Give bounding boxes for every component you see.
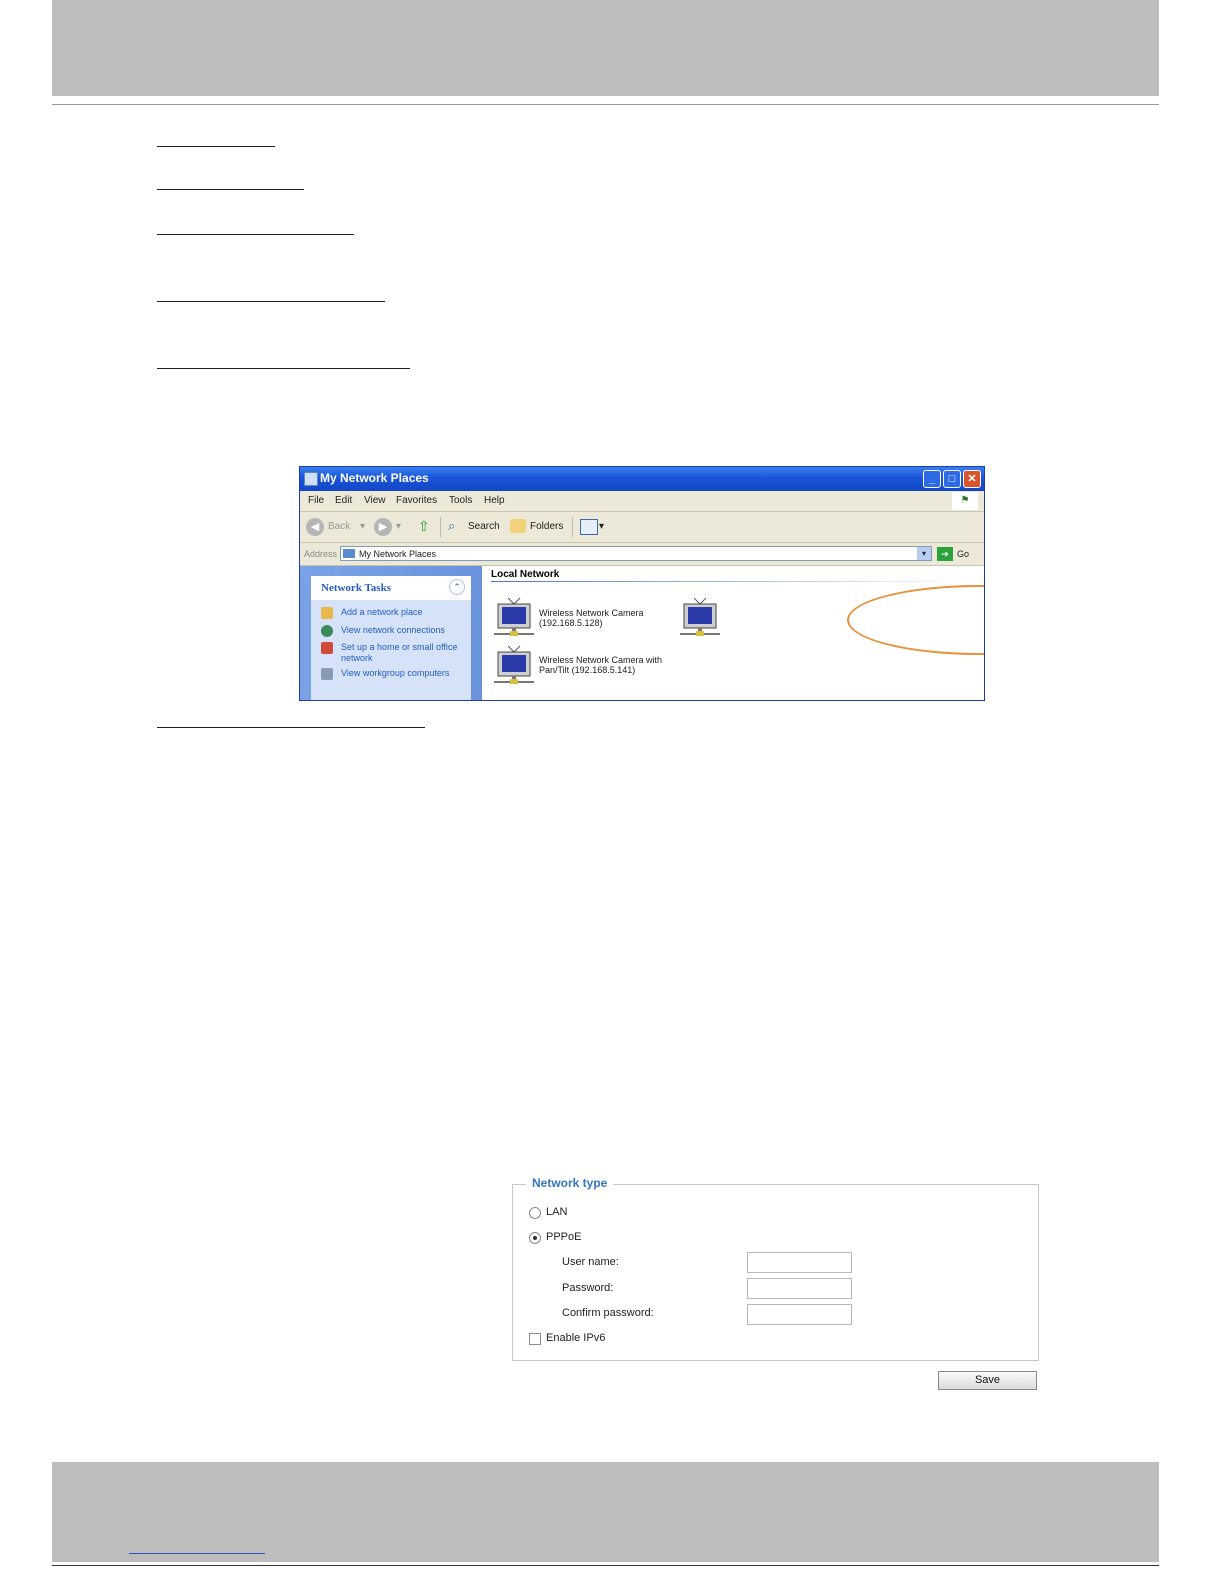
section-rule	[491, 581, 971, 582]
task-label: View workgroup computers	[341, 668, 450, 678]
menu-file[interactable]: File	[308, 495, 325, 506]
underline-2	[157, 189, 304, 190]
folders-button[interactable]: Folders	[530, 521, 564, 532]
lan-radio[interactable]	[529, 1207, 541, 1219]
search-icon[interactable]: ⌕	[448, 518, 456, 533]
menu-tools[interactable]: Tools	[449, 495, 473, 506]
collapse-icon[interactable]: ⌃	[449, 579, 465, 595]
user-name-label: User name:	[562, 1256, 619, 1268]
pppoe-label: PPPoE	[546, 1231, 582, 1243]
address-bar	[300, 543, 984, 566]
lan-label: LAN	[546, 1206, 568, 1218]
title-bar	[300, 467, 984, 491]
back-arrow-icon[interactable]: ◀	[306, 518, 324, 536]
network-tasks-header[interactable]	[311, 576, 471, 600]
minimize-button[interactable]: _	[923, 470, 941, 488]
header-rule	[52, 104, 1159, 105]
task-label: Add a network place	[341, 607, 423, 617]
enable-ipv6-checkbox[interactable]	[529, 1333, 541, 1345]
maximize-button[interactable]: □	[943, 470, 961, 488]
toolbar-separator	[572, 517, 573, 537]
back-button[interactable]: Back	[328, 521, 351, 532]
password-input[interactable]	[747, 1278, 852, 1299]
network-tasks-title: Network Tasks	[321, 582, 391, 594]
close-button[interactable]: ✕	[963, 470, 981, 488]
header-band	[52, 0, 1159, 96]
save-button[interactable]: Save	[938, 1371, 1037, 1390]
pppoe-radio[interactable]	[529, 1232, 541, 1244]
go-arrow-icon[interactable]: ➔	[937, 547, 953, 561]
explorer-window	[299, 466, 985, 701]
network-places-icon	[304, 472, 318, 486]
views-dropdown-icon[interactable]: ▾	[599, 521, 605, 532]
menu-view[interactable]: View	[364, 495, 386, 506]
network-camera-icon[interactable]	[494, 644, 534, 686]
underline-3	[157, 234, 354, 235]
local-network-heading: Local Network	[491, 569, 560, 580]
workgroup-icon	[321, 668, 333, 680]
folders-icon[interactable]	[510, 519, 526, 533]
search-button[interactable]: Search	[468, 521, 500, 532]
user-name-input[interactable]	[747, 1252, 852, 1273]
toolbar	[300, 512, 984, 543]
task-pane	[300, 566, 482, 701]
window-title: My Network Places	[320, 471, 429, 485]
task-label: Set up a home or small office network	[341, 642, 458, 663]
camera-label[interactable]: Wireless Network Camera (192.168.5.128)	[539, 608, 644, 628]
menu-edit[interactable]: Edit	[335, 495, 353, 506]
radio-selected-dot	[533, 1236, 537, 1240]
footer-band	[52, 1462, 1159, 1562]
underline-1	[157, 146, 275, 147]
network-camera-icon[interactable]	[494, 596, 534, 638]
highlight-ellipse	[847, 585, 985, 655]
enable-ipv6-label: Enable IPv6	[546, 1332, 606, 1344]
address-field[interactable]	[340, 546, 932, 561]
windows-logo-icon: ⚑	[952, 492, 978, 510]
network-camera-icon[interactable]	[680, 596, 720, 638]
password-label: Password:	[562, 1282, 614, 1294]
views-icon[interactable]	[580, 519, 598, 535]
address-value: My Network Places	[359, 549, 437, 559]
network-places-icon	[343, 549, 355, 558]
menu-favorites[interactable]: Favorites	[396, 495, 438, 506]
content-pane	[482, 566, 984, 701]
task-label: View network connections	[341, 625, 445, 635]
add-place-icon	[321, 607, 333, 619]
footer-rule	[52, 1565, 1159, 1566]
underline-4	[157, 301, 385, 302]
underline-5	[157, 368, 410, 369]
back-dropdown-icon[interactable]: ▾	[360, 521, 366, 532]
confirm-password-input[interactable]	[747, 1304, 852, 1325]
footer-link-underline	[129, 1553, 265, 1554]
forward-arrow-icon[interactable]: ▶	[374, 518, 392, 536]
network-tasks-panel	[311, 576, 471, 701]
address-dropdown-icon[interactable]: ▾	[917, 547, 931, 560]
confirm-password-label: Confirm password:	[562, 1307, 654, 1319]
home-network-icon	[321, 642, 333, 654]
forward-dropdown-icon[interactable]: ▾	[396, 521, 402, 532]
menu-help[interactable]: Help	[484, 495, 505, 506]
go-button[interactable]: Go	[957, 549, 970, 559]
camera-label[interactable]: Wireless Network Camera with Pan/Tilt (192.168.5.141)	[539, 655, 663, 675]
connections-icon	[321, 625, 333, 637]
toolbar-separator	[440, 517, 441, 537]
network-type-legend: Network type	[526, 1176, 613, 1190]
up-folder-icon[interactable]: ⇧	[418, 518, 430, 534]
underline-6	[157, 727, 425, 728]
menu-bar	[300, 491, 984, 512]
address-label: Address	[304, 549, 338, 559]
